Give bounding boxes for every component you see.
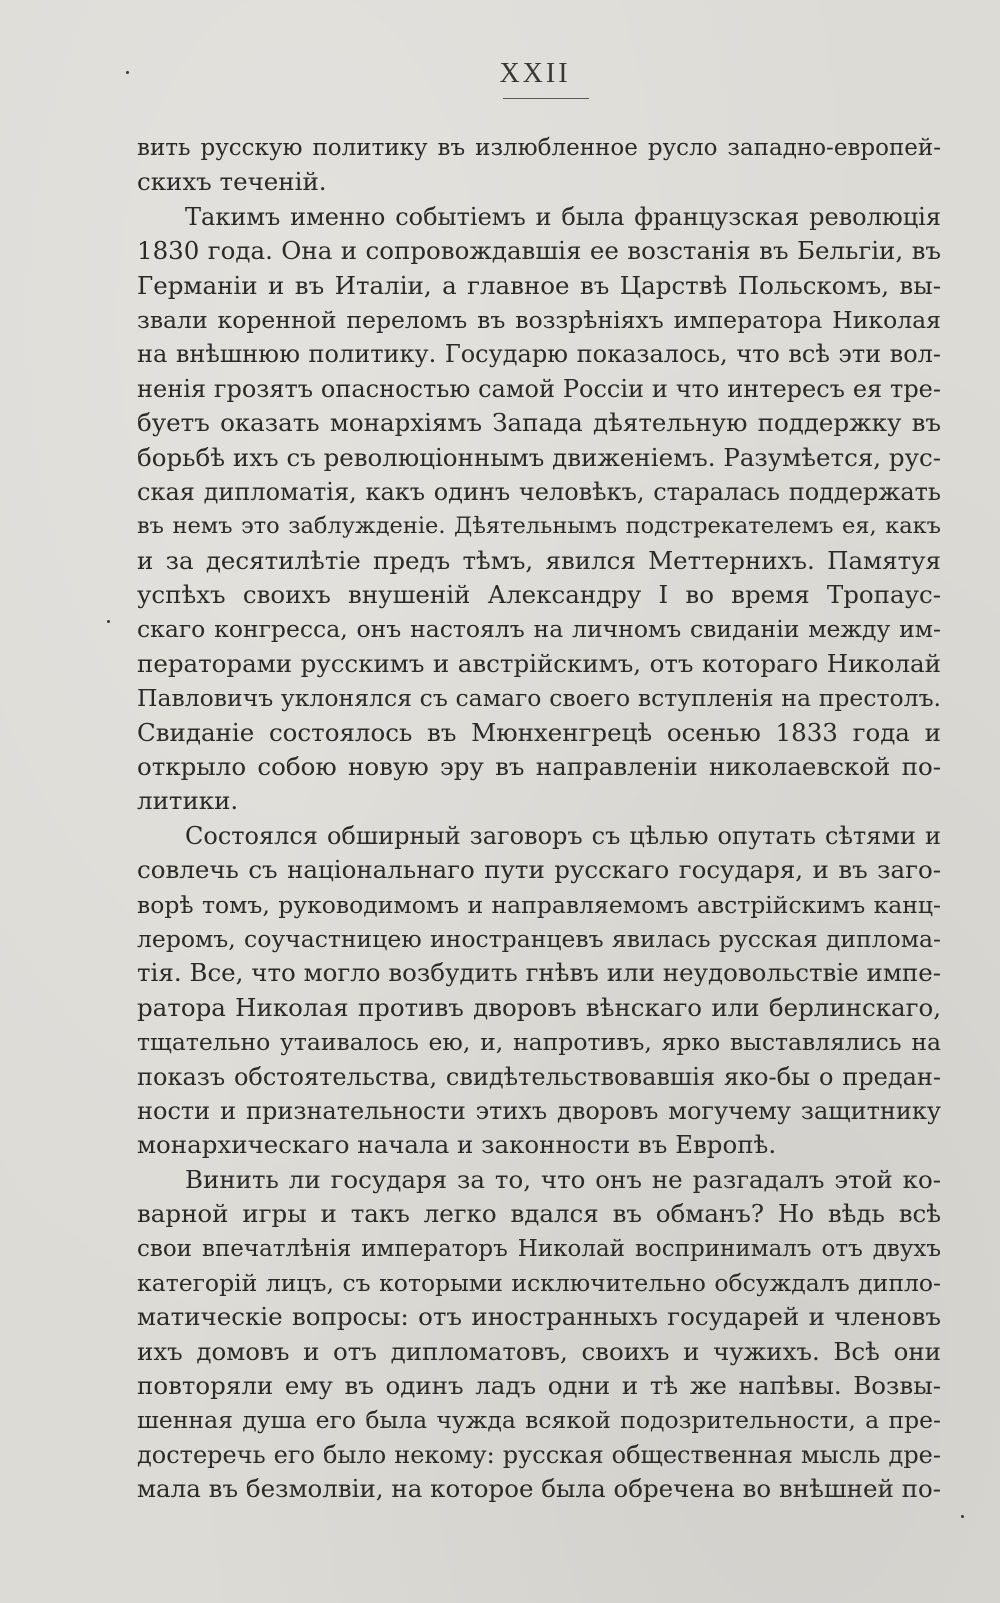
text-line: шенная душа его была чужда всякой подозрительности, а пре- <box>137 1406 941 1435</box>
text-line: звали коренной переломъ въ воззрѣніяхъ императора Николая <box>137 305 941 334</box>
page-number: XXII <box>499 58 571 89</box>
text-line: тія. Все, что могло возбудить гнѣвъ или неудовольствіе импе- <box>137 958 941 988</box>
ink-speck <box>961 1515 964 1518</box>
text-line: категорій лицъ, съ которыми исключительно обсуждалъ дипло- <box>137 1268 941 1297</box>
text-line: ператорами русскимъ и австрійскимъ, отъ котораго Николай <box>137 648 941 678</box>
text-line: матическіе вопросы: отъ иностранныхъ государей и членовъ <box>137 1302 941 1332</box>
text-line: ратора Николая противъ дворовъ вѣнскаго или берлинскаго, <box>137 992 941 1022</box>
text-line: скаго конгресса, онъ настоялъ на личномъ свиданіи между им- <box>137 615 941 644</box>
text-line: буетъ оказать монархіямъ Запада дѣятельную поддержку въ <box>137 408 941 438</box>
text-line: леромъ, соучастницею иностранцевъ явилась русская диплома- <box>137 924 941 953</box>
paragraph-4 <box>137 1163 941 1507</box>
text-line: скихъ теченій. <box>137 167 327 197</box>
paragraph-2 <box>137 200 941 819</box>
text-line: открыло собою новую эру въ направленіи николаевской по- <box>137 752 941 782</box>
text-line: показъ обстоятельства, свидѣтельствовавшія яко-бы о предан- <box>137 1062 941 1091</box>
text-line: ихъ домовъ и отъ дипломатовъ, своихъ и чужихъ. Всѣ они <box>137 1336 941 1366</box>
text-line: совлечь съ національнаго пути русскаго государя, и въ заго- <box>137 855 941 885</box>
paragraph-1 <box>137 131 941 200</box>
paragraph-3 <box>137 819 941 1163</box>
text-line: ности и признательности этихъ дворовъ могучему защитнику <box>137 1096 941 1125</box>
text-line: варной игры и такъ легко вдался въ обманъ? Но вѣдь всѣ <box>137 1199 941 1229</box>
text-line: 1830 года. Она и сопровождавшія ее возстанія въ Бельгіи, въ <box>137 236 941 266</box>
ink-speck <box>126 71 129 74</box>
text-line: Павловичъ уклонялся съ самаго своего вступленія на престолъ. <box>137 684 941 713</box>
body-text <box>137 131 941 1507</box>
ink-speck <box>107 620 110 623</box>
text-line: литики. <box>137 786 239 816</box>
header-rule <box>503 98 589 99</box>
text-line: и за десятилѣтіе предъ тѣмъ, явился Меттернихъ. Памятуя <box>137 545 941 575</box>
text-line: Свиданіе состоялось въ Мюнхенгрецѣ осенью 1833 года и <box>137 717 941 747</box>
text-line: монархическаго начала и законности въ Европѣ. <box>137 1130 777 1160</box>
text-line: Такимъ именно событіемъ и была французская революція <box>185 202 941 231</box>
text-line: въ немъ это заблужденіе. Дѣятельнымъ подстрекателемъ ея, какъ <box>137 513 941 540</box>
text-line: борьбѣ ихъ съ революціоннымъ движеніемъ. Разумѣется, рус- <box>137 442 941 472</box>
text-line: мала въ безмолвіи, на которое была обречена во внѣшней по- <box>137 1474 941 1504</box>
text-line: успѣхъ своихъ внушеній Александру I во время Тропаус- <box>137 580 941 610</box>
text-line: Германіи и въ Италіи, а главное въ Царствѣ Польскомъ, вы- <box>137 270 941 300</box>
text-line: свои впечатлѣнія императоръ Николай воспринималъ отъ двухъ <box>137 1235 941 1262</box>
text-line: достеречь его было некому: русская общественная мысль дре- <box>137 1440 941 1469</box>
text-line: повторяли ему въ одинъ ладъ одни и тѣ же напѣвы. Возвы- <box>137 1371 941 1401</box>
text-line: Состоялся обширный заговоръ съ цѣлью опутать сѣтями и <box>185 821 941 850</box>
text-line: ворѣ томъ, руководимомъ и направляемомъ австрійскимъ канц- <box>137 890 941 919</box>
text-line: вить русскую политику въ излюбленное русло западно-европей- <box>137 135 941 161</box>
text-line: тщательно утаивалось ею, и, напротивъ, ярко выставлялись на <box>137 1028 941 1057</box>
text-line: ненія грозятъ опасностью самой Россіи и что интересъ ея тре- <box>137 374 941 403</box>
text-line: Винить ли государя за то, что онъ не разгадалъ этой ко- <box>185 1164 941 1194</box>
text-line: ская дипломатія, какъ одинъ человѣкъ, старалась поддержать <box>137 477 941 506</box>
text-line: на внѣшнюю политику. Государю показалось, что всѣ эти вол- <box>137 340 941 369</box>
